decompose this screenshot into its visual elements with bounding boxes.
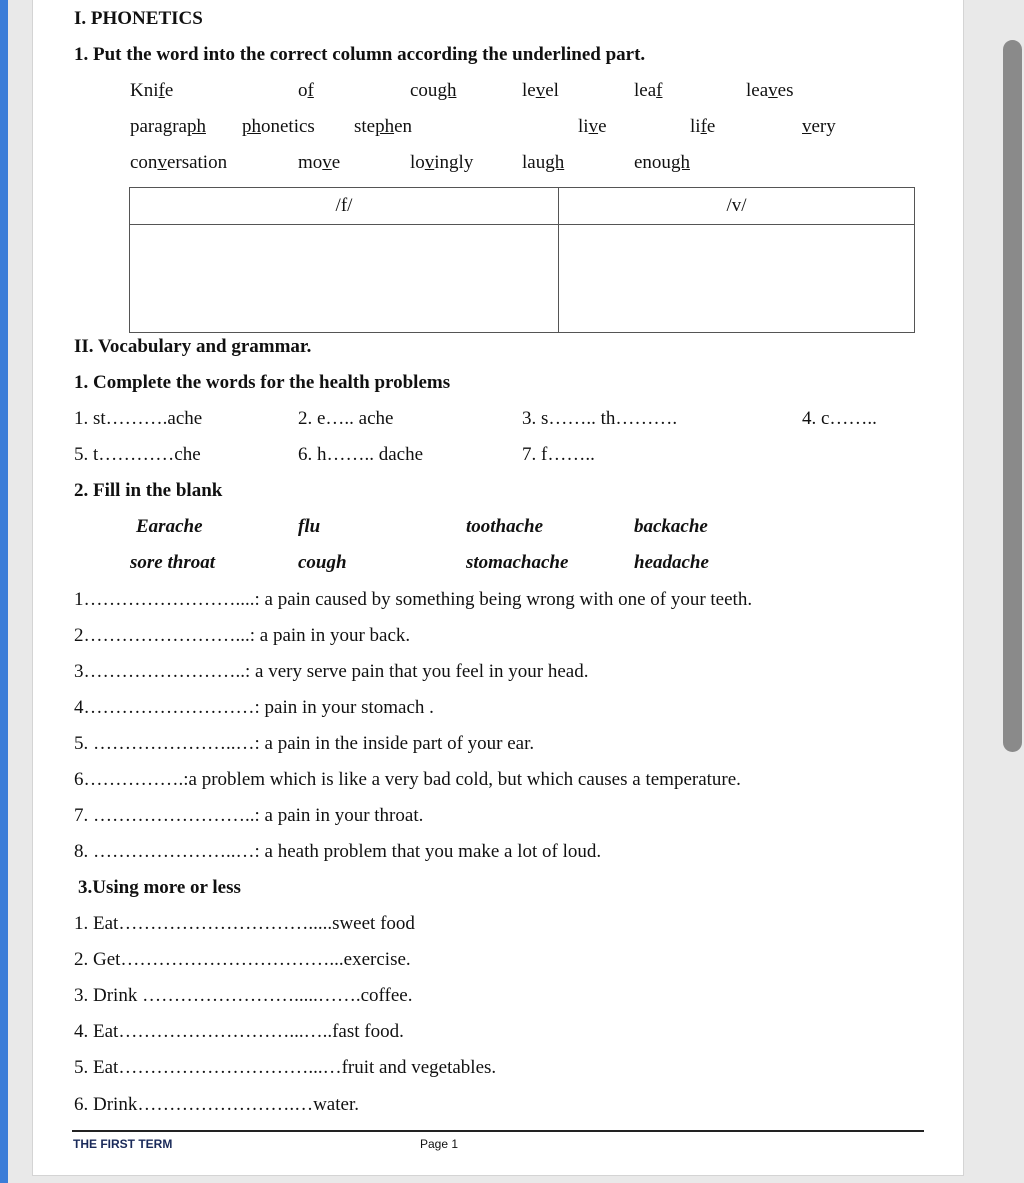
word-item: live — [578, 116, 607, 137]
footer-divider — [72, 1130, 924, 1132]
left-accent-bar — [0, 0, 8, 1183]
word-bank-item: cough — [298, 552, 347, 573]
word-item: leaves — [746, 80, 794, 101]
word-item: lovingly — [410, 152, 474, 173]
more-less-item: 6. Drink…………………….…water. — [74, 1094, 359, 1115]
word-item: conversation — [130, 152, 228, 173]
fill-item: 6…………….:a problem which is like a very bad cold, but which causes a temperature. — [74, 769, 741, 790]
fill-item: 4………………………: pain in your stomach . — [74, 697, 434, 718]
fill-item: 7. ……………………..: a pain in your throat. — [74, 805, 424, 826]
complete-words-title: 1. Complete the words for the health problems — [74, 372, 451, 393]
word-item: very — [802, 116, 836, 137]
word-bank-item: toothache — [466, 516, 544, 537]
answer-cell-f[interactable] — [130, 225, 559, 333]
column-header-v: /v/ — [559, 188, 915, 225]
word-bank-item: sore throat — [130, 552, 215, 573]
phonetics-table — [129, 187, 915, 333]
complete-item: 5. t…………che — [74, 444, 201, 465]
word-item: life — [690, 116, 716, 137]
word-item: laugh — [522, 152, 565, 173]
scrollbar-thumb[interactable] — [1003, 40, 1022, 752]
complete-item: 4. c…….. — [802, 408, 877, 429]
word-item: Knife — [130, 80, 174, 101]
column-header-f: /f/ — [130, 188, 559, 225]
word-bank-item: Earache — [136, 516, 203, 537]
word-item: paragraph — [130, 116, 206, 137]
word-item: level — [522, 80, 559, 101]
section-title-vocabulary: II. Vocabulary and grammar. — [74, 336, 312, 357]
phonetics-question-title: 1. Put the word into the correct column according the underlined part. — [74, 44, 646, 65]
complete-item: 1. st……….ache — [74, 408, 203, 429]
word-bank-item: stomachache — [466, 552, 569, 573]
word-item: phonetics — [242, 116, 315, 137]
word-item: enough — [634, 152, 690, 173]
more-less-item: 3. Drink …………………….....…….coffee. — [74, 985, 413, 1006]
word-item: stephen — [354, 116, 413, 137]
complete-item: 2. e….. ache — [298, 408, 394, 429]
complete-item: 3. s…….. th………. — [522, 408, 678, 429]
complete-item: 6. h…….. dache — [298, 444, 424, 465]
footer-term: THE FIRST TERM — [73, 1137, 173, 1151]
more-less-item: 4. Eat………………………...…..fast food. — [74, 1021, 404, 1042]
fill-item: 3……………………..: a very serve pain that you feel in your head. — [74, 661, 589, 682]
footer-page-number: Page 1 — [420, 1137, 459, 1151]
word-bank-item: headache — [634, 552, 709, 573]
word-item: move — [298, 152, 341, 173]
fill-item: 8. …………………..…: a heath problem that you make a lot of loud. — [74, 841, 602, 862]
answer-cell-v[interactable] — [559, 225, 915, 333]
more-less-item: 2. Get……………………………...exercise. — [74, 949, 411, 970]
word-bank-item: flu — [298, 516, 321, 537]
fill-item: 1……………………....: a pain caused by something being wrong with one of your teeth. — [74, 589, 753, 610]
complete-item: 7. f…….. — [522, 444, 595, 465]
section-title-phonetics: I. PHONETICS — [74, 8, 203, 29]
more-less-item: 5. Eat…………………………...…fruit and vegetables. — [74, 1057, 497, 1078]
fill-item: 5. …………………..…: a pain in the inside part of your ear. — [74, 733, 535, 754]
word-item: leaf — [634, 80, 663, 101]
fill-blank-title: 2. Fill in the blank — [74, 480, 223, 501]
word-bank-item: backache — [634, 516, 708, 537]
word-item: of — [298, 80, 314, 101]
more-less-item: 1. Eat………………………….....sweet food — [74, 913, 415, 934]
fill-item: 2……………………...: a pain in your back. — [74, 625, 411, 646]
more-less-title: 3.Using more or less — [78, 877, 241, 898]
word-item: cough — [410, 80, 457, 101]
